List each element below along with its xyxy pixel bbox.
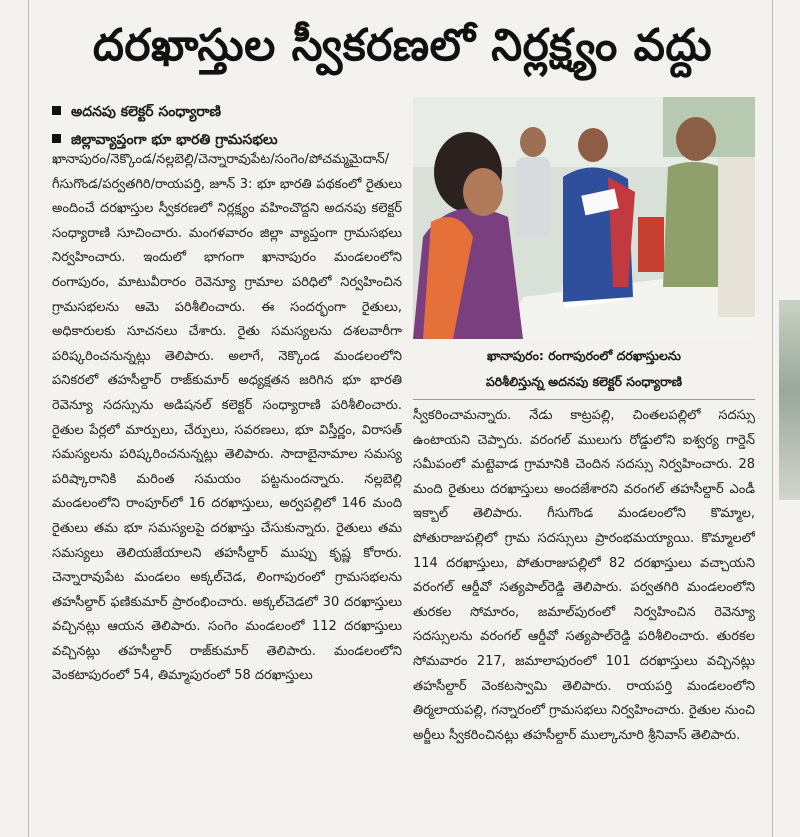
subhead-2-text: జిల్లావ్యాప్తంగా భూ భారతి గ్రామసభలు [71, 132, 278, 148]
article-body-left-column: ఖానాపురం/నెక్కొండ/నల్లబెల్లి/చెన్నారావుపేట/సంగెం/పోచమ్మమైదాన్/గీసుగొండ/పర్వతగిరి/రాయపర్తి, జూన్ 3: భూ భారతి పథకంలో రైతులు అందించే దరఖాస్తుల స్వీకరణలో నిర్లక్ష్యం వహించొద్దని అదనపు కలెక్టర్ సంధ్యారాణి సూచించారు. మంగళవారం జిల్లా వ్యాప్తంగా గ్రామసభలు నిర్వహించారు. ఇందులో భాగంగా ఖానాపురం మండలంలోని రంగాపురం, మాటువీరారం రెవెన్యూ గ్రామాల పరిధిలో నిర్వహించిన గ్రామసభలను ఆమె పరిశీలించారు. ఈ సందర్భంగా రైతులు, అధికారులకు సూచనలు చేశారు. రైతు సమస్యలను దశలవారీగా పరిష్కరించనున్నట్లు తెలిపారు. అలాగే, నెక్కొండ మండలంలోని పనికరలో తహసీల్దార్ రాజ్‌కుమార్ అధ్యక్షతన జరిగిన భూ భారతి రెవెన్యూ సదస్సును అడిషనల్ కలెక్టర్ సంధ్యారాణి పరిశీలించారు. రైతుల పేర్లలో మార్పులు, చేర్పులు, సవరణలు, భూ విస్తీర్ణం, విరాసత్ సమస్యలను పరిష్కరించనున్నట్లు తెలిపారు. సాదాబైనామాల సమస్య పరిష్కారానికి మరింత సమయం పట్టనుందన్నారు. నల్లబెల్లి మండలంలోని రాంపూర్‌లో 16 దరఖాస్తులు, అర్వపల్లిలో 146 మంది రైతులు తమ భూ సమస్యలపై దరఖాస్తు చేసుకున్నారు. రైతులు తమ సమస్యలు తెలియజేయాలని తహసీల్దార్ ముప్పు కృష్ణ కోరారు. చెన్నారావుపేట మండలం అక్కల్‌చెడ, లింగాపురంలో గ్రామసభలను తహసీల్దార్ ఫణికుమార్ ప్రారంభించారు. అక్కల్‌చెడలో 30 దరఖాస్తులు వచ్చినట్లు ఆయన తెలిపారు. సంగెం మండలంలో 112 దరఖాస్తులు వచ్చినట్లు తహసీల్దార్ రాజ్‌కుమార్ తెలిపారు. మండలంలోని వెంకటాపురంలో 54, తిమ్మాపురంలో 58 దరఖాస్తులు [52, 152, 402, 684]
news-photo-icon [413, 97, 755, 339]
neighbouring-column-left [0, 0, 29, 837]
neighbouring-photo-fragment [779, 300, 800, 500]
bullet-square-icon [52, 106, 61, 115]
article-body-right-column: స్వీకరించామన్నారు. నేడు కాట్రపల్లి, చింతలపల్లిలో సదస్సు ఉంటాయని చెప్పారు. వరంగల్ ములుగు రోడ్డులోని ఐశ్వర్య గార్డెన్ సమీపంలో మట్టెవాడ గ్రామానికి చెందిన సదస్సు నిర్వహించారు. 28 మంది రైతులు దరఖాస్తులు అందజేశారని వరంగల్ తహసీల్దార్ ఎండీ ఇక్బాల్ తెలిపారు. గీసుగొండ మండలంలోని కొమ్మాల, పోతురాజుపల్లిలో గ్రామ సదస్సులు ప్రారంభమయ్యాయి. కొమ్మాలలో 114 దరఖాస్తులు, పోతురాజుపల్లిలో 82 దరఖాస్తులు వచ్చాయని వరంగల్ ఆర్డీవో సత్యపాల్‌రెడ్డి తెలిపారు. పర్వతగిరి మండలంలోని తురకల సోమారం, జమాల్‌పురంలో నిర్వహించిన రెవెన్యూ సదస్సులను వరంగల్ ఆర్డీవో సత్యపాల్‌రెడ్డి పరిశీలించారు. తురకల సోమవారం 217, జమాలాపురంలో 101 దరఖాస్తులు వచ్చినట్లు తహసీల్దార్ వెంకటస్వామి తెలిపారు. రాయపర్తి మండలంలోని తిర్మలాయపల్లి, గన్నారంలో గ్రామసభలు నిర్వహించారు. రైతుల నుంచి అర్జీలు స్వీకరించినట్లు తహసీల్దార్ ముల్కానూరి శ్రీనివాస్ తెలిపారు. [413, 408, 755, 743]
subhead-1-text: అదనపు కలెక్టర్ సంధ్యారాణి [71, 104, 222, 120]
caption-line-1: ఖానాపురం: రంగాపురంలో దరఖాస్తులను [487, 348, 681, 363]
neighbouring-column-right [772, 0, 800, 837]
photo-caption [413, 343, 755, 400]
bullet-square-icon [52, 134, 61, 143]
article-photo [413, 97, 755, 339]
subhead-1 [52, 99, 221, 125]
caption-line-2: పరిశీలిస్తున్న అదనపు కలెక్టర్ సంధ్యారాణి [485, 374, 683, 389]
article-headline: దరఖాస్తుల స్వీకరణలో నిర్లక్ష్యం వద్దు [92, 20, 713, 71]
